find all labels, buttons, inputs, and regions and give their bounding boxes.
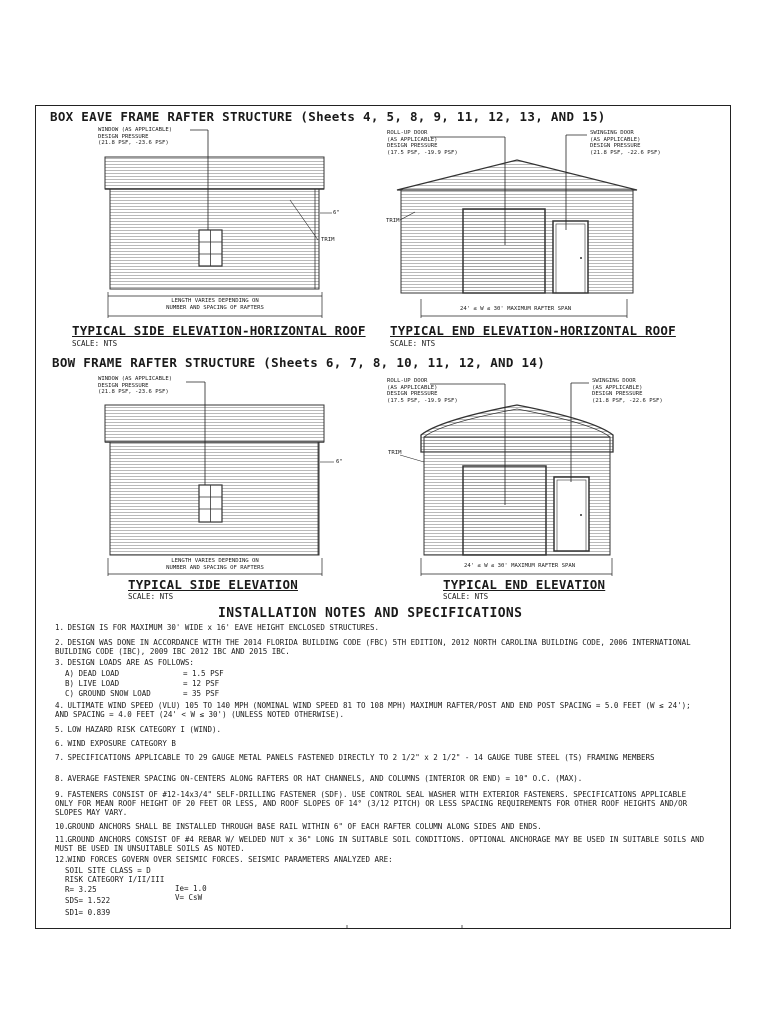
seismic-site-class: SOIL SITE CLASS = D xyxy=(65,866,151,875)
note-number: 4. xyxy=(55,701,65,710)
seismic-r: R= 3.25 xyxy=(65,885,97,894)
notes-title: INSTALLATION NOTES AND SPECIFICATIONS xyxy=(218,606,523,621)
box-side-trim-label: TRIM xyxy=(321,237,335,243)
load-label: C) GROUND SNOW LOAD xyxy=(65,689,151,698)
seismic-sd1: SD1= 0.839 xyxy=(65,908,111,917)
bow-side-length-note: LENGTH VARIES DEPENDING ON NUMBER AND SPACING OF RAFTERS xyxy=(166,558,264,571)
box-side-scale: SCALE: NTS xyxy=(72,339,118,348)
note-number: 12. xyxy=(55,855,69,864)
load-row xyxy=(65,669,119,678)
title-block-line xyxy=(35,928,731,929)
note-number: 5. xyxy=(55,725,65,734)
note-item xyxy=(55,739,705,748)
box-end-trim-label: TRIM xyxy=(386,218,400,224)
bow-side-height-label: 6" xyxy=(336,459,343,465)
note-text: SPECIFICATIONS APPLICABLE TO 29 GAUGE METAL PANELS FASTENED DIRECTLY TO 2 1/2" x 2 1/2" - 14 GAUGE TUBE STEEL (TS) FRAMING MEMBERS xyxy=(67,753,655,762)
box-side-window-callout: WINDOW (AS APPLICABLE) DESIGN PRESSURE (21.8 PSF, -23.6 PSF) xyxy=(98,127,173,147)
note-item xyxy=(55,658,705,667)
note-item xyxy=(55,835,705,853)
bow-frame-heading: BOW FRAME RAFTER STRUCTURE (Sheets 6, 7, 8, 10, 11, 12, AND 14) xyxy=(52,355,546,370)
note-number: 11. xyxy=(55,835,69,844)
box-end-caption: TYPICAL END ELEVATION-HORIZONTAL ROOF xyxy=(390,323,676,338)
note-number: 7. xyxy=(55,753,65,762)
note-item xyxy=(55,725,705,734)
note-item xyxy=(55,790,705,818)
note-text: DESIGN WAS DONE IN ACCORDANCE WITH THE 2014 FLORIDA BUILDING CODE (FBC) 5TH EDITION, 2012 NORTH CAROLINA BUILDING CODE, 2006 INTERNATIONAL BUILDING CODE (IBC), 2009 IBC 2012 IBC AND 2015 IBC. xyxy=(55,638,691,657)
bow-end-span-note: 24' ≤ W ≤ 30' MAXIMUM RAFTER SPAN xyxy=(464,563,576,569)
box-side-caption: TYPICAL SIDE ELEVATION-HORIZONTAL ROOF xyxy=(72,323,366,338)
note-text: GROUND ANCHORS SHALL BE INSTALLED THROUGH BASE RAIL WITHIN 6" OF EACH RAFTER COLUMN ALONG SIDES AND ENDS. xyxy=(67,822,542,831)
load-value: = 1.5 PSF xyxy=(183,669,224,678)
note-item xyxy=(55,822,705,831)
load-row xyxy=(65,679,119,688)
note-number: 2. xyxy=(55,638,65,647)
note-text: GROUND ANCHORS CONSIST OF #4 REBAR W/ WELDED NUT x 36" LONG IN SUITABLE SOIL CONDITIONS. OPTIONAL ANCHORAGE MAY BE USED IN SUITABLE SOILS AND MUST BE USED IN UNSUITABLE SOILS AS NOTED. xyxy=(55,835,705,854)
box-end-rollup-callout: ROLL-UP DOOR (AS APPLICABLE) DESIGN PRESSURE (17.5 PSF, -19.9 PSF) xyxy=(387,130,458,156)
bow-end-caption: TYPICAL END ELEVATION xyxy=(443,577,606,592)
seismic-v: V= CsW xyxy=(175,893,203,902)
load-label: A) DEAD LOAD xyxy=(65,669,120,678)
note-text: ULTIMATE WIND SPEED (VLU) 105 TO 140 MPH (NOMINAL WIND SPEED 81 TO 108 MPH) MAXIMUM RAFTER/POST AND END POST SPACING = 5.0 FEET (W ≤ 24'); AND SPACING = 4.0 FEET (24' < W ≤ 30') (UNLESS NOTED OTHERWISE). xyxy=(55,701,691,720)
load-label: B) LIVE LOAD xyxy=(65,679,120,688)
seismic-risk: RISK CATEGORY I/II/III xyxy=(65,875,165,884)
note-text: AVERAGE FASTENER SPACING ON-CENTERS ALONG RAFTERS OR HAT CHANNELS, AND COLUMNS (INTERIOR OR END) = 10" O.C. (MAX). xyxy=(67,774,583,783)
note-text: WIND EXPOSURE CATEGORY B xyxy=(67,739,176,748)
bow-end-trim-label: TRIM xyxy=(388,450,402,456)
box-end-swing-callout: SWINGING DOOR (AS APPLICABLE) DESIGN PRESSURE (21.8 PSF, -22.6 PSF) xyxy=(590,130,661,156)
note-item xyxy=(55,701,705,719)
note-item xyxy=(55,774,705,783)
load-value: = 12 PSF xyxy=(183,679,220,688)
note-item xyxy=(55,753,705,762)
bow-end-rollup-callout: ROLL-UP DOOR (AS APPLICABLE) DESIGN PRESSURE (17.5 PSF, -19.9 PSF) xyxy=(387,378,458,404)
bow-side-caption: TYPICAL SIDE ELEVATION xyxy=(128,577,298,592)
box-eave-heading: BOX EAVE FRAME RAFTER STRUCTURE (Sheets 4, 5, 8, 9, 11, 12, 13, AND 15) xyxy=(50,109,606,124)
note-number: 8. xyxy=(55,774,65,783)
note-number: 3. xyxy=(55,658,65,667)
note-text: DESIGN IS FOR MAXIMUM 30' WIDE x 16' EAVE HEIGHT ENCLOSED STRUCTURES. xyxy=(67,623,380,632)
note-number: 1. xyxy=(55,623,65,632)
note-text: WIND FORCES GOVERN OVER SEISMIC FORCES. SEISMIC PARAMETERS ANALYZED ARE: xyxy=(67,855,393,864)
note-number: 9. xyxy=(55,790,65,799)
box-side-height-label: 6" xyxy=(333,210,340,216)
box-end-span-note: 24' ≤ W ≤ 30' MAXIMUM RAFTER SPAN xyxy=(460,306,572,312)
seismic-sds: SDS= 1.522 xyxy=(65,896,111,905)
note-item xyxy=(55,623,705,632)
bow-end-swing-callout: SWINGING DOOR (AS APPLICABLE) DESIGN PRESSURE (21.8 PSF, -22.6 PSF) xyxy=(592,378,663,404)
note-text: FASTENERS CONSIST OF #12-14x3/4" SELF-DRILLING FASTENER (SDF). USE CONTROL SEAL WASHER WITH EXTERIOR FASTENERS. SPECIFICATIONS APPLICABLE ONLY FOR MEAN ROOF HEIGHT OF 20 FEET OR LESS, AND ROOF SLOPES OF 14° (3/12 PITCH) OR LESS SPACING REQUIREMENTS FOR OTHER ROOF HEIGHTS AND/OR SLOPES MAY VARY. xyxy=(55,790,688,818)
bow-end-scale: SCALE: NTS xyxy=(443,592,489,601)
load-row xyxy=(65,689,151,698)
note-item xyxy=(55,855,705,864)
load-value: = 35 PSF xyxy=(183,689,220,698)
bow-side-scale: SCALE: NTS xyxy=(128,592,174,601)
seismic-ie: Ie= 1.0 xyxy=(175,884,207,893)
note-item xyxy=(55,638,705,656)
box-end-scale: SCALE: NTS xyxy=(390,339,436,348)
note-number: 10. xyxy=(55,822,69,831)
notes-list xyxy=(35,0,731,1024)
note-text: DESIGN LOADS ARE AS FOLLOWS: xyxy=(67,658,194,667)
note-number: 6. xyxy=(55,739,65,748)
note-text: LOW HAZARD RISK CATEGORY I (WIND). xyxy=(67,725,222,734)
box-side-length-note: LENGTH VARIES DEPENDING ON NUMBER AND SPACING OF RAFTERS xyxy=(166,298,264,311)
bow-side-window-callout: WINDOW (AS APPLICABLE) DESIGN PRESSURE (21.8 PSF, -23.6 PSF) xyxy=(98,376,173,396)
